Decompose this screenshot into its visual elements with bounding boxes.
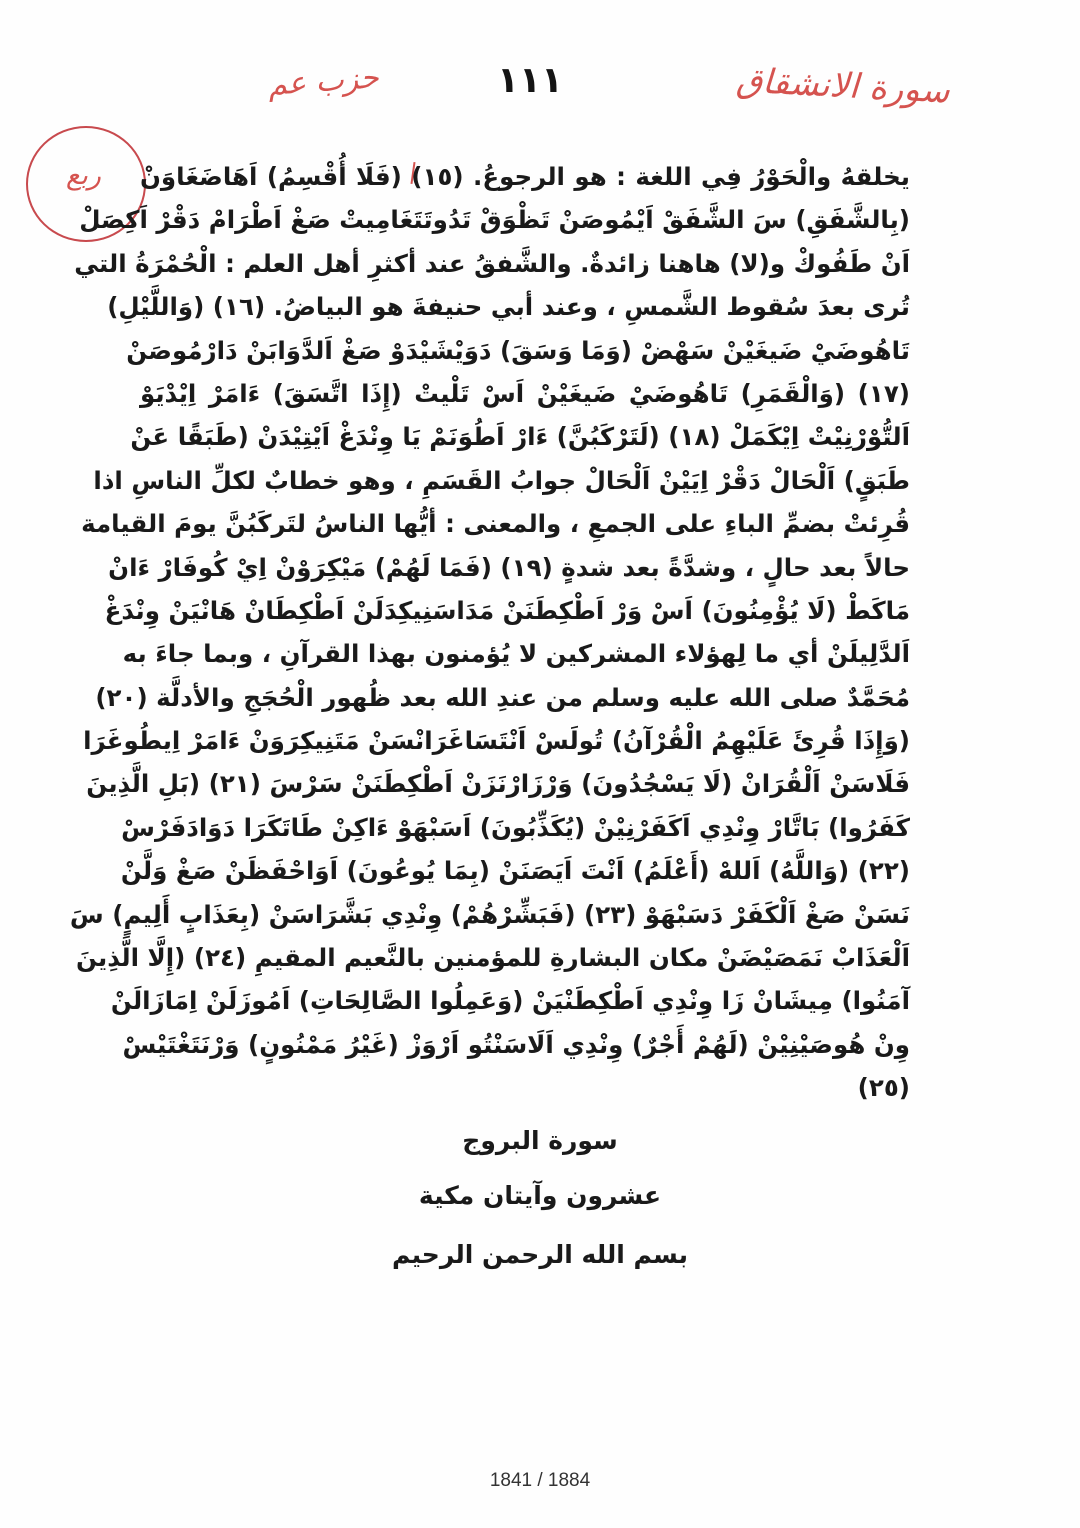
text-line: اَلتُّوْرْنِيْتْ اِيْكَمَلْ (١٨) (لَتَرْكَبُنَّ) ءَارْ اَطُوَنَمْ يَا وِنْدَغْ اَيْتِيْدَنْ (طَبَقًا عَنْ	[130, 422, 910, 452]
text-line: فَلَاسَنْ اَلْقُرَانْ (لَا يَسْجُدُونَ) وَرْزَارْنَزَنْ اَطْكِطَنَنْ سَرْسَ (٢١) (بَلِ الَّذِينَ	[86, 769, 910, 799]
text-line: حالاً بعد حالٍ ، وشدَّةً بعد شدةٍ (١٩) (فَمَا لَهُمْ) مَيْكِرَوْنْ اِيْ كُوفَارْ ءَانْ	[108, 552, 910, 582]
text-line: تَاهُوضَيْ ضَيغَيْنْ سَهْضْ (وَمَا وَسَقَ) دَوَيْشَيْدَوْ صَغْ اَلدَّوَابَنْ دَارْمُوصَنْ	[126, 335, 910, 365]
text-line: (٢٥)	[857, 1073, 910, 1103]
text-line: مُحَمَّدٌ صلى الله عليه وسلم من عندِ الله بعد ظُهور الْحُجَجِ والأدلَّة (٢٠)	[95, 682, 910, 712]
basmala: بسم الله الرحمن الرحيم	[392, 1240, 688, 1269]
text-line: اَلْعَذَابْ نَمَصَيْضَنْ مكان البشارةِ للمؤمنين بالنَّعيم المقيمِ (٢٤) (إِلَّا الَّذِينَ	[75, 943, 910, 973]
surah-title: سورة البروج	[462, 1126, 618, 1155]
text-line: مَاكَطْ (لَا يُؤْمِنُونَ) اَسْ وَرْ اَطْكِطَنَنْ مَدَاسَنِيكِدَلَنْ اَطْكِطَانْ هَانْيَنْ وِنْدَغْ	[104, 595, 910, 625]
text-line: يخلقهُ والْحَوْرُ فِي اللغة : هو الرجوعُ. (١٥) (فَلَا أُقْسِمُ) اَهَاضَغَاوَنْ	[140, 162, 910, 191]
surah-heading	[340, 1126, 740, 1269]
margin-note-hizb: حزب عم	[266, 60, 380, 103]
text-line: وِنْ هُوصَيْنِيْنْ (لَهُمْ أَجْرٌ) وِنْدِي اَلَاسَنْتُو اَرْوَزْ (غَيْرُ مَمْنُونٍ) وَرْنَتَغْتَيْسْ	[122, 1029, 910, 1059]
text-line: قُرِئتْ بضمِّ الباءِ على الجمعِ ، والمعنى : أيُّها الناسُ لتَركَبُنَّ يومَ القيامة	[81, 509, 910, 539]
text-line: اَنْ طَفُوكْ و(لا) هاهنا زائدةٌ. والشَّفقُ عند أكثرِ أهل العلم : الْحُمْرَةُ التي	[74, 248, 910, 278]
page-number: ١١١	[497, 60, 563, 101]
text-line: اَلدَّلِيلَنْ أي ما لِهؤلاء المشركين لا يُؤمنون بهذا القرآنِ ، وبما جاءَ به	[122, 639, 910, 669]
text-line: آمَنُوا) مِيشَانْ زَا وِنْدِي اَطْكِطَنْيَنْ (وَعَمِلُوا الصَّالِحَاتِ) اَمُوزَلَنْ اِمَازَالَنْ	[110, 986, 910, 1016]
text-line: (بِالشَّفَقِ) سَ الشَّفَقْ اَيْمُوصَنْ تَظْوَقْ تَدُوتَتَغَامِيتْ صَغْ اَطْرَامْ دَقْرْ اَكِصَلْ	[79, 205, 910, 235]
circled-annotation-text: ربع	[66, 160, 101, 191]
text-line: تُرى بعدَ سُقوط الشَّمسِ ، وعند أبي حنيفةَ هو البياضُ. (١٦) (وَاللَّيْلِ)	[107, 292, 910, 322]
text-line: (١٧) (وَالْقَمَرِ) تَاهُوضَيْ ضَيغَيْنْ اَسْ تَلْيتْ (إِذَا اتَّسَقَ) ءَامَرْ اِيْدْيَوْ	[140, 378, 910, 408]
margin-note-surah: سورة الانشقاق	[735, 60, 951, 112]
text-line: (وَإِذَا قُرِئَ عَلَيْهِمُ الْقُرْآنُ) تُولَسْ اَنْتَسَاغَرَانْسَنْ مَتَنِيكِرَوَنْ ءَامَرْ اِيطُوغَرَا	[83, 726, 910, 756]
surah-verse-count: عشرون وآيتان مكية	[418, 1181, 662, 1210]
text-line: نَسَنْ صَغْ اَلْكَفَرْ دَسَبْهَوْ (٢٣) (فَبَشِّرْهُمْ) وِنْدِي بَشَّرَاسَنْ (بِعَذَابٍ أَلِيمٍ) سَ	[69, 899, 910, 929]
page-counter: 1841 / 1884	[489, 1470, 591, 1491]
text-line: (٢٢) (وَاللَّهُ) اَللهْ (أَعْلَمُ) اَنْتَ اَيَصَنَنْ (بِمَا يُوعُونَ) اَوَاحْفَظَنْ صَغْ وَلَّنْ	[120, 856, 910, 886]
text-line: طَبَقٍ) اَلْحَالْ دَقْرْ اِيَيْنْ اَلْحَالْ جوابُ القَسَمِ ، وهو خطابٌ لكلِّ الناسِ اذا	[93, 465, 910, 495]
text-line: كَفَرُوا) بَاتَّارْ وِنْدِي اَكَفَرْنِيْنْ (يُكَذِّبُونَ) اَسَبْهَوْ ءَاكِنْ طَاتَكَرَا دَوَادَفَرْسْ	[121, 812, 910, 842]
